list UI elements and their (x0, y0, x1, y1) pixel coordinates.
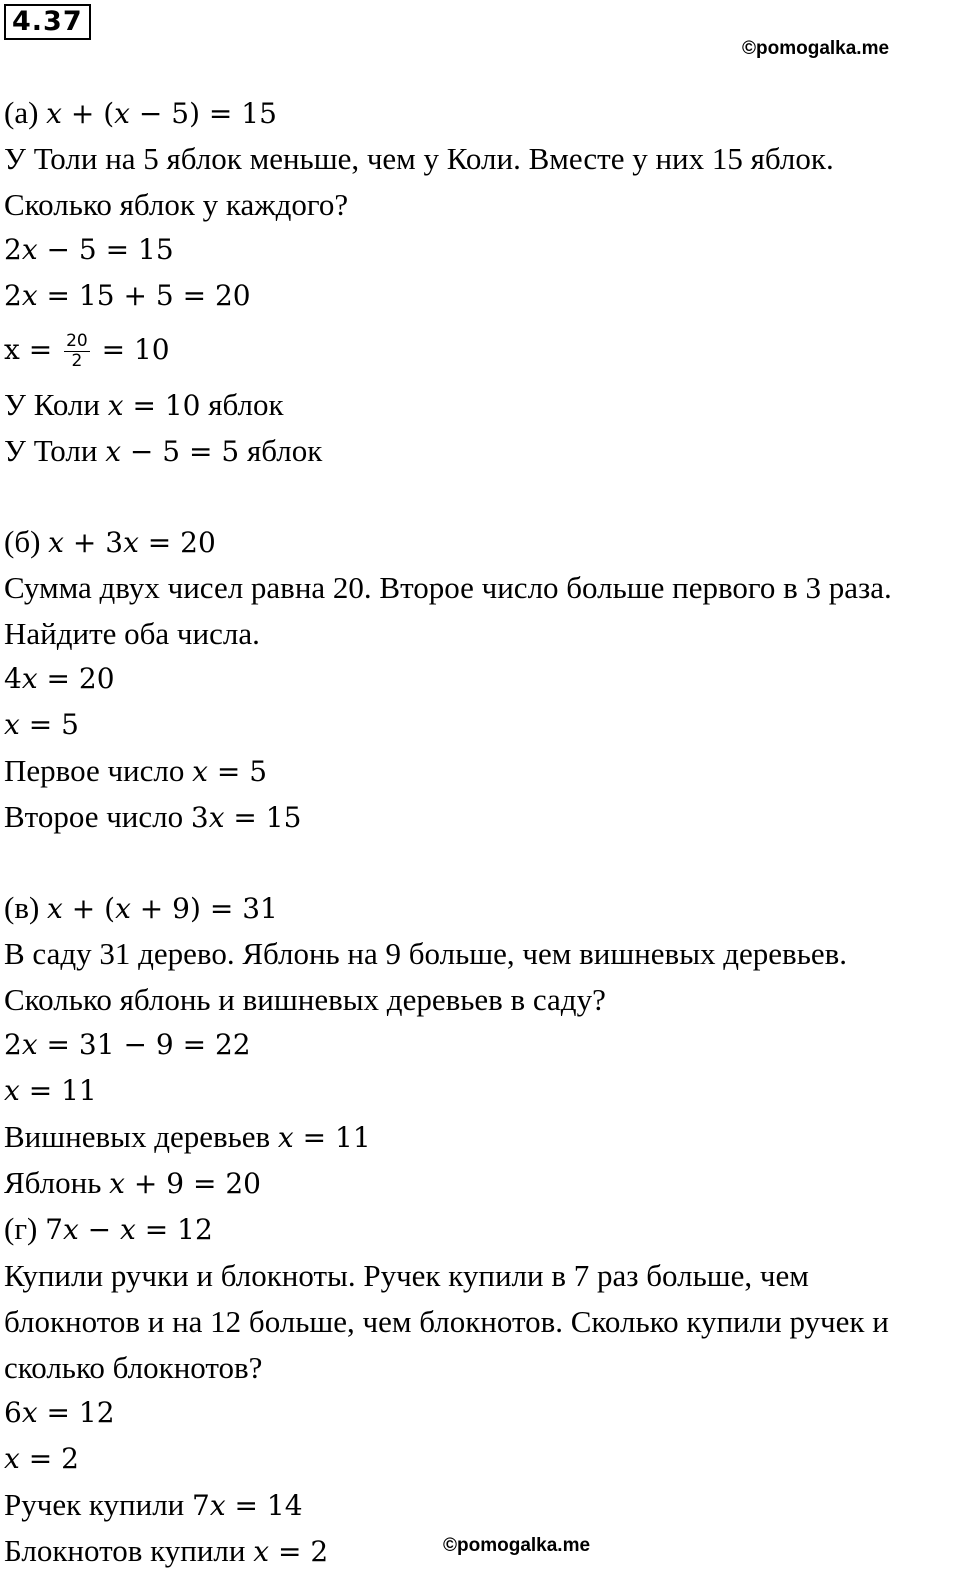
answer-math: 3x = 15 (190, 801, 302, 834)
part-c-step-2: x = 11 (4, 1074, 97, 1107)
fraction (64, 332, 90, 371)
fraction-numerator: 20 (66, 331, 88, 351)
part-a-step-3 (4, 330, 170, 370)
part-a-heading (4, 93, 277, 133)
part-b-label: (б) (4, 524, 41, 559)
part-d-story-line-3: сколько блокнотов? (4, 1350, 263, 1385)
answer-prefix: Вишневых деревьев (4, 1119, 271, 1154)
answer-prefix: У Толи (4, 433, 98, 468)
part-d-step-1: 6x = 12 (4, 1396, 115, 1429)
answer-prefix: У Коли (4, 387, 100, 422)
part-b-heading (4, 522, 216, 562)
part-c-equation: x + (x + 9) = 31 (47, 892, 278, 925)
answer-prefix: Первое число (4, 753, 185, 788)
part-a-label: (а) (4, 95, 39, 130)
part-a-step-2: 2x = 15 + 5 = 20 (4, 279, 251, 312)
part-d-story-line-1: Купили ручки и блокноты. Ручек купили в 7 раз больше, чем (4, 1258, 809, 1293)
part-c-step-1: 2x = 31 − 9 = 22 (4, 1028, 251, 1061)
part-a-answer-2 (4, 431, 322, 471)
part-a-answer-1 (4, 385, 284, 425)
watermark-top: ©pomogalka.me (742, 38, 890, 59)
part-b-equation: x + 3x = 20 (48, 526, 216, 559)
watermark-bottom: ©pomogalka.me (443, 1535, 591, 1556)
part-a-equation: x + (x − 5) = 15 (46, 97, 277, 130)
part-c-story-line-1: В саду 31 дерево. Яблонь на 9 больше, чем вишневых деревьев. (4, 936, 847, 971)
part-c-heading (4, 888, 278, 928)
part-c-story-line-2: Сколько яблонь и вишневых деревьев в саду? (4, 982, 606, 1017)
answer-prefix: Ручек купили (4, 1487, 185, 1522)
part-c-label: (в) (4, 890, 40, 925)
answer-math: x + 9 = 20 (109, 1167, 261, 1200)
answer-prefix: Яблонь (4, 1165, 102, 1200)
part-b-answer-2 (4, 797, 301, 837)
answer-math: x = 10 (107, 389, 201, 422)
part-d-label: (г) (4, 1211, 38, 1246)
part-a-step-3-lhs: x = (4, 333, 53, 366)
part-b-step-1: 4x = 20 (4, 662, 115, 695)
part-a-step-3-rhs: = 10 (101, 333, 170, 366)
answer-math: x = 11 (277, 1121, 371, 1154)
answer-math: x − 5 = 5 (105, 435, 240, 468)
answer-suffix: яблок (208, 387, 284, 422)
answer-math: x = 2 (253, 1535, 329, 1568)
part-d-step-2: x = 2 (4, 1442, 79, 1475)
part-a-story-line-2: Сколько яблок у каждого? (4, 187, 349, 222)
part-c-answer-1 (4, 1117, 371, 1157)
part-a-story-line-1: У Толи на 5 яблок меньше, чем у Коли. Вместе у них 15 яблок. (4, 141, 834, 176)
part-d-answer-2 (4, 1531, 328, 1571)
part-a-step-1: 2x − 5 = 15 (4, 233, 174, 266)
part-c-answer-2 (4, 1163, 261, 1203)
answer-prefix: Второе число (4, 799, 184, 834)
part-b-step-2: x = 5 (4, 708, 79, 741)
answer-math: 7x = 14 (192, 1489, 303, 1522)
part-d-equation: 7x − x = 12 (45, 1213, 213, 1246)
answer-suffix: яблок (246, 433, 323, 468)
answer-math: x = 5 (192, 755, 268, 788)
part-b-answer-1 (4, 751, 267, 791)
part-d-heading (4, 1209, 213, 1249)
problem-number: 4.37 (4, 4, 91, 40)
part-b-story-line-1: Сумма двух чисел равна 20. Второе число больше первого в 3 раза. (4, 570, 892, 605)
part-d-story-line-2: блокнотов и на 12 больше, чем блокнотов. Сколько купили ручек и (4, 1304, 889, 1339)
part-d-answer-1 (4, 1485, 303, 1525)
fraction-denominator: 2 (71, 351, 83, 371)
answer-prefix: Блокнотов купили (4, 1533, 246, 1568)
part-b-story-line-2: Найдите оба числа. (4, 616, 260, 651)
